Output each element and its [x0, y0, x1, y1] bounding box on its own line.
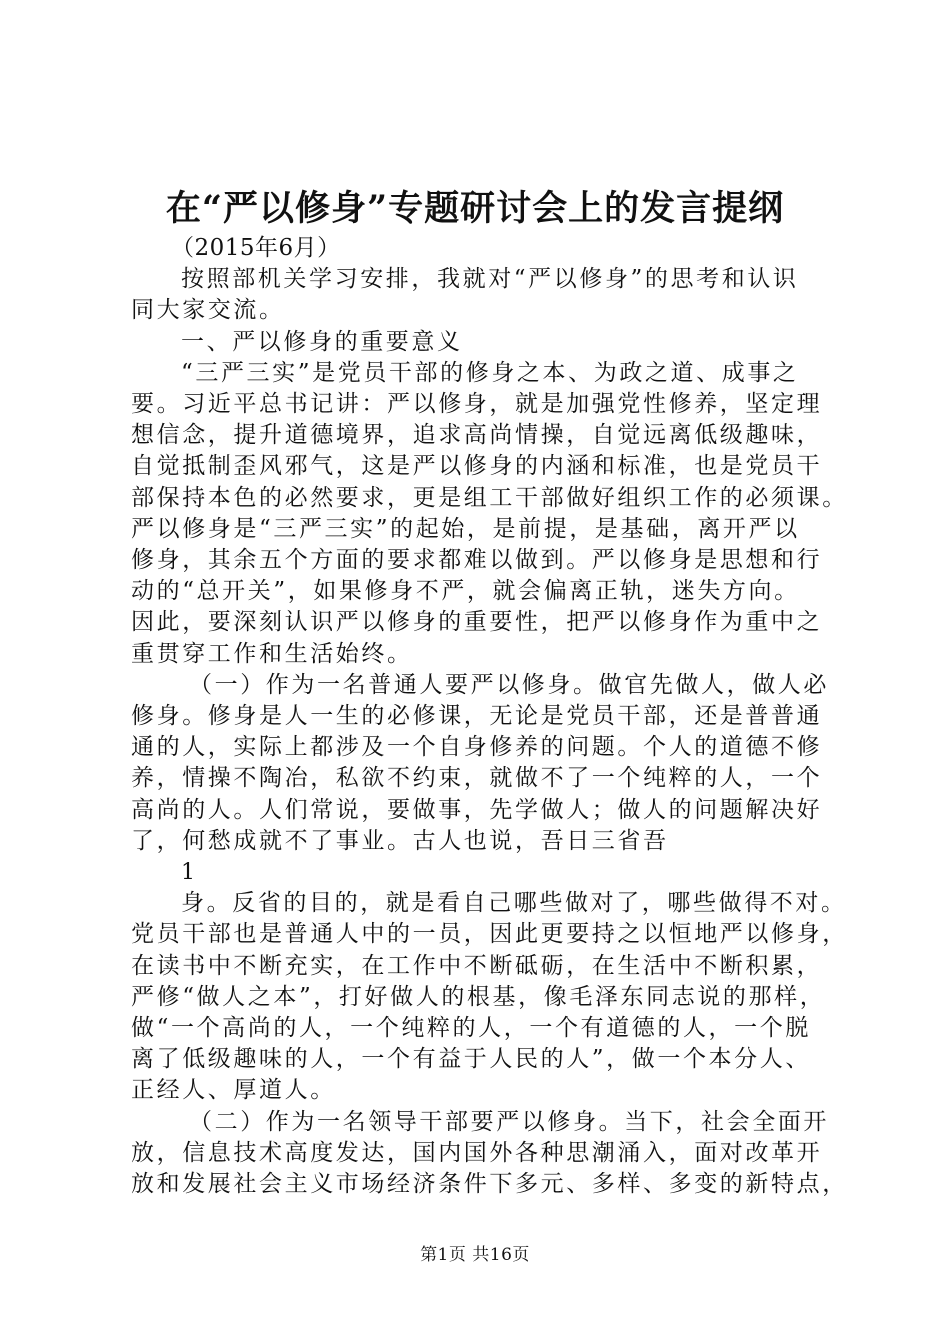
- paragraph-line: 严以修身是“三严三实”的起始，是前提，是基础，离开严以: [131, 515, 800, 542]
- paragraph-line: 高尚的人。人们常说，要做事，先学做人；做人的问题解决好: [131, 796, 823, 823]
- date-line: （2015年6月）: [171, 235, 341, 261]
- inline-page-number: 1: [181, 860, 198, 886]
- paragraph-line: 要。习近平总书记讲：严以修身，就是加强党性修养，坚定理: [131, 391, 823, 418]
- paragraph-line: “三严三实”是党员干部的修身之本、为政之道、成事之: [181, 359, 799, 386]
- paragraph-line: 按照部机关学习安排，我就对“严以修身”的思考和认识: [181, 266, 799, 293]
- paragraph-line: 想信念，提升道德境界，追求高尚情操，自觉远离低级趣味，: [131, 422, 823, 449]
- paragraph-line: 在读书中不断充实，在工作中不断砥砺，在生活中不断积累，: [131, 952, 823, 979]
- paragraph-line: 自觉抵制歪风邪气，这是严以修身的内涵和标准，也是党员干: [131, 453, 823, 480]
- paragraph-line: 放和发展社会主义市场经济条件下多元、多样、多变的新特点，: [131, 1171, 848, 1198]
- paragraph-line: 正经人、厚道人。: [131, 1077, 336, 1104]
- paragraph-line: 放，信息技术高度发达，国内国外各种思潮涌入，面对改革开: [131, 1139, 823, 1166]
- paragraph-line: 通的人，实际上都涉及一个自身修养的问题。个人的道德不修: [131, 734, 823, 761]
- paragraph-line: 修身，其余五个方面的要求都难以做到。严以修身是思想和行: [131, 547, 823, 574]
- paragraph-line: 养，情操不陶冶，私欲不约束，就做不了一个纯粹的人，一个: [131, 765, 823, 792]
- paragraph-line: 做“一个高尚的人，一个纯粹的人，一个有道德的人，一个脱: [131, 1015, 811, 1042]
- document-body: [131, 233, 848, 1200]
- paragraph-line: 部保持本色的必然要求，更是组工干部做好组织工作的必须课。: [131, 484, 848, 511]
- section-heading: 一、严以修身的重要意义: [181, 328, 463, 355]
- paragraph-line: 党员干部也是普通人中的一员，因此更要持之以恒地严以修身，: [131, 921, 848, 948]
- paragraph-line: 同大家交流。: [131, 297, 285, 324]
- paragraph-line: 修身。修身是人一生的必修课，无论是党员干部，还是普普通: [131, 703, 823, 730]
- paragraph-line: （一）作为一名普通人要严以修身。做官先做人，做人必: [189, 671, 829, 698]
- paragraph-line: 了，何愁成就不了事业。古人也说，吾日三省吾: [131, 827, 669, 854]
- page-footer: 第1页 共16页: [420, 1245, 530, 1265]
- paragraph-line: 离了低级趣味的人，一个有益于人民的人”，做一个本分人、: [131, 1046, 811, 1073]
- paragraph-line: 重贯穿工作和生活始终。: [131, 640, 413, 667]
- paragraph-line: 因此，要深刻认识严以修身的重要性，把严以修身作为重中之: [131, 609, 823, 636]
- document-title: 在“严以修身”专题研讨会上的发言提纲: [165, 188, 785, 229]
- paragraph-line: 身。反省的目的，就是看自己哪些做对了，哪些做得不对。: [181, 890, 847, 917]
- paragraph-line: 严修“做人之本”，打好做人的根基，像毛泽东同志说的那样，: [131, 983, 826, 1010]
- paragraph-line: 动的“总开关”，如果修身不严，就会偏离正轨，迷失方向。: [131, 578, 800, 605]
- paragraph-line: （二）作为一名领导干部要严以修身。当下，社会全面开: [189, 1108, 829, 1135]
